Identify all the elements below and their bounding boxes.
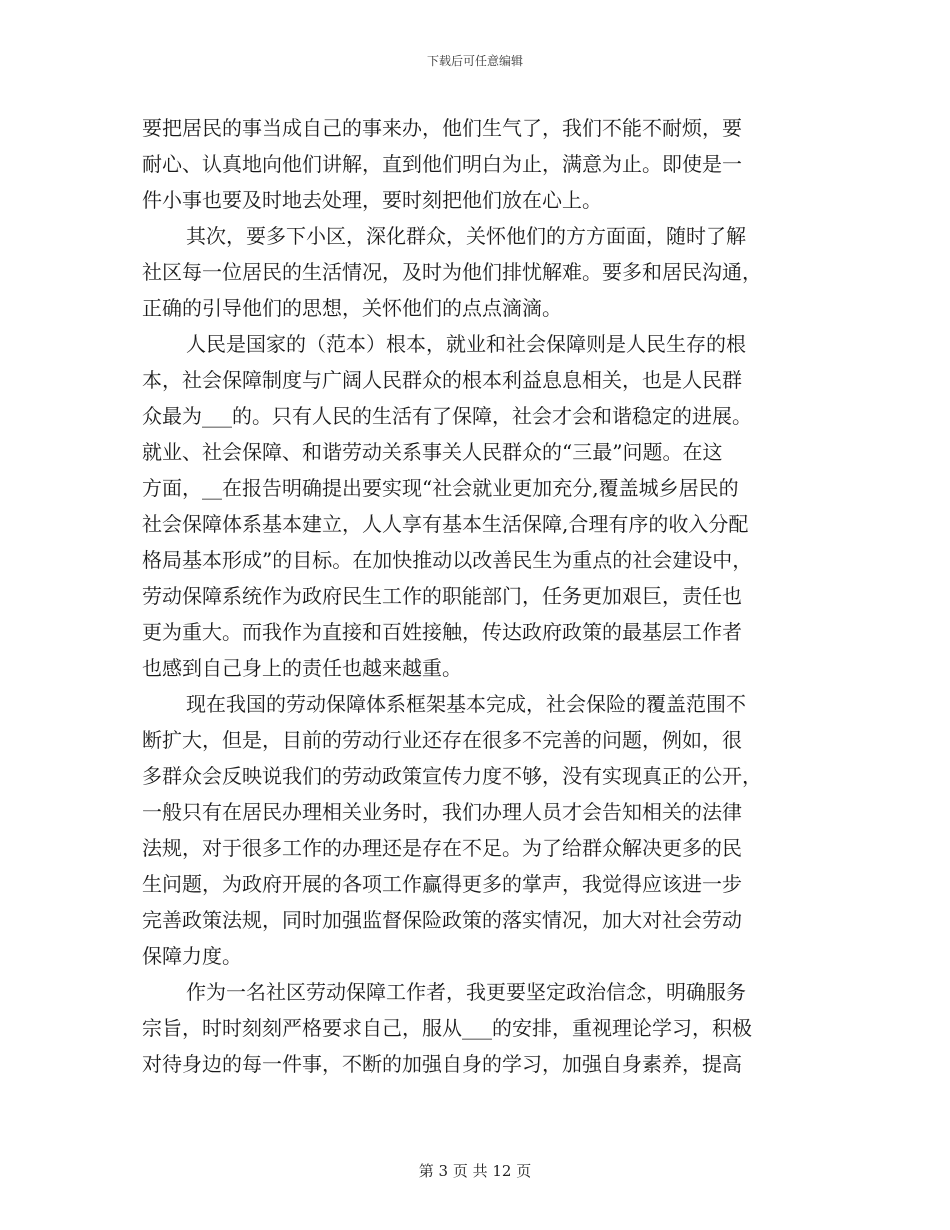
text-line: 件小事也要及时地去处理，要时刻把他们放在心上。 (142, 188, 602, 212)
paragraph-first-line: 其次，要多下小区，深化群众，关怀他们的方方面面，随时了解 (186, 224, 746, 248)
text-line: 宗旨，时时刻刻严格要求自己，服从___的安排，重视理论学习，积极 (142, 1016, 752, 1040)
text-line: 劳动保障系统作为政府民生工作的职能部门，任务更加艰巨，责任也 (142, 584, 742, 608)
text-line: 耐心、认真地向他们讲解，直到他们明白为止，满意为止。即使是一 (142, 152, 742, 176)
text-line: 生问题，为政府开展的各项工作赢得更多的掌声，我觉得应该进一步 (142, 872, 742, 896)
document-body (142, 110, 804, 1082)
text-line: 社会保障体系基本建立，人人享有基本生活保障,合理有序的收入分配 (142, 512, 749, 536)
text-line: 众最为___的。只有人民的生活有了保障，社会才会和谐稳定的进展。 (142, 404, 752, 428)
page-number-footer: 第 3 页 共 12 页 (418, 1162, 532, 1180)
paragraph-first-line: 作为一名社区劳动保障工作者，我更要坚定政治信念，明确服务 (186, 980, 746, 1004)
paragraph-first-line: 人民是国家的（范本）根本，就业和社会保障则是人民生存的根 (186, 332, 746, 356)
text-line: 完善政策法规，同时加强监督保险政策的落实情况，加大对社会劳动 (142, 908, 742, 932)
text-line: 更为重大。而我作为直接和百姓接触，传达政府政策的最基层工作者 (142, 620, 742, 644)
text-line: 社区每一位居民的生活情况，及时为他们排忧解难。要多和居民沟通， (142, 260, 762, 284)
text-line: 本，社会保障制度与广阔人民群众的根本利益息息相关，也是人民群 (142, 368, 742, 392)
text-line: 法规，对于很多工作的办理还是存在不足。为了给群众解决更多的民 (142, 836, 742, 860)
text-line: 一般只有在居民办理相关业务时，我们办理人员才会告知相关的法律 (142, 800, 742, 824)
text-line: 格局基本形成”的目标。在加快推动以改善民生为重点的社会建设中， (142, 548, 753, 572)
text-line: 断扩大，但是，目前的劳动行业还存在很多不完善的问题，例如，很 (142, 728, 742, 752)
paragraph-first-line: 现在我国的劳动保障体系框架基本完成，社会保险的覆盖范围不 (186, 692, 746, 716)
text-line: 正确的引导他们的思想，关怀他们的点点滴滴。 (142, 296, 562, 320)
text-line: 多群众会反映说我们的劳动政策宣传力度不够，没有实现真正的公开， (142, 764, 762, 788)
text-line: 对待身边的每一件事，不断的加强自身的学习，加强自身素养，提高 (142, 1052, 742, 1076)
text-line: 要把居民的事当成自己的事来办，他们生气了，我们不能不耐烦，要 (142, 116, 742, 140)
text-line: 就业、社会保障、和谐劳动关系事关人民群众的“三最”问题。在这 (142, 440, 723, 464)
page-header: 下载后可任意编辑 (426, 54, 523, 68)
text-line: 保障力度。 (142, 944, 242, 968)
text-line: 也感到自己身上的责任也越来越重。 (142, 656, 462, 680)
text-line: 方面，__在报告明确提出要实现“社会就业更加充分,覆盖城乡居民的 (142, 476, 739, 500)
